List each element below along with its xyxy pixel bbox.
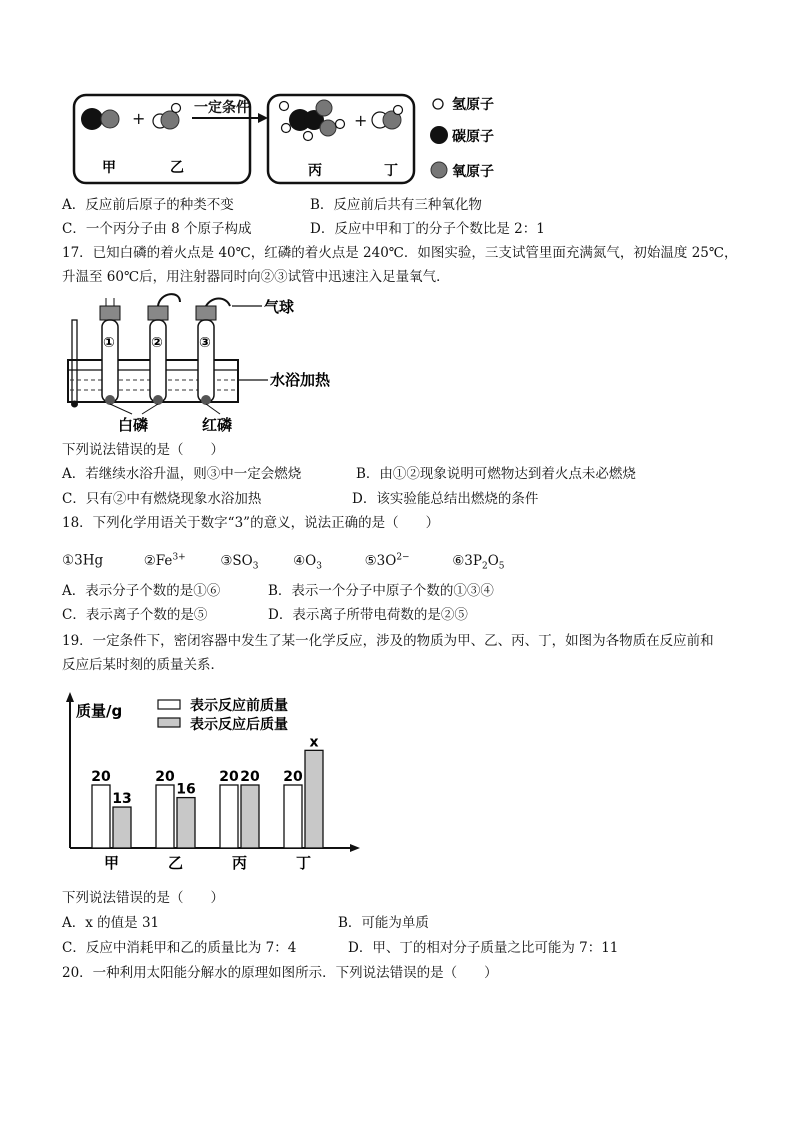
reaction-diagram [72, 92, 512, 190]
bar-label-after-1: 16 [176, 781, 196, 798]
q19-stem-line2: 反应后某时刻的质量关系． [62, 657, 224, 673]
bar-before-0 [92, 785, 110, 848]
legend-before: 表示反应前质量 [190, 698, 288, 714]
q18-option-b: B．表示一个分子中原子个数的①③④ [268, 583, 494, 599]
tube-3-label: ③ [199, 335, 211, 351]
q19-option-a: A．x 的值是 31 [62, 915, 160, 931]
q18-item-1: ①3Hg [62, 552, 104, 569]
y-axis-label: 质量/g [76, 702, 123, 720]
q17-question: 下列说法错误的是（ ） [62, 442, 224, 458]
legend-hydrogen: 氢原子 [452, 97, 494, 113]
q20-stem: 20．一种利用太阳能分解水的原理如图所示．下列说法错误的是（ ） [62, 965, 498, 981]
q18-item-3: $③SO_3$ [220, 552, 259, 572]
bar-label-before-1: 20 [155, 769, 175, 785]
mass-bar-chart [62, 692, 362, 878]
svg-text:+: + [354, 111, 368, 130]
q17-option-b: B．由①②现象说明可燃物达到着火点未必燃烧 [356, 466, 636, 482]
q16-option-d: D．反应中甲和丁的分子个数比是 2：1 [310, 221, 545, 237]
bar-label-after-3: x [309, 734, 319, 751]
legend-carbon-icon [430, 126, 448, 144]
bar-label-before-3: 20 [283, 769, 303, 785]
q18-option-d: D．表示离子所带电荷数的是②⑤ [268, 607, 468, 623]
condition-label: 一定条件 [194, 100, 250, 116]
red-phosphorus-label: 红磷 [202, 416, 233, 434]
category-label-3: 丁 [295, 854, 312, 872]
q18-item-2: $②Fe^{3+}$ [143, 552, 186, 569]
q19-option-b: B．可能为单质 [338, 915, 429, 931]
bar-after-1 [177, 798, 195, 848]
tube-1-label: ① [103, 335, 115, 351]
tube-2-label: ② [151, 335, 163, 351]
q17-stem-line1: 17．已知白磷的着火点是 40℃，红磷的着火点是 240℃．如图实验，三支试管里面充满氮气，初始温度 25℃， [62, 245, 738, 261]
bar-label-after-0: 13 [112, 791, 132, 808]
label-bing: 丙 [308, 163, 322, 179]
bar-after-2 [241, 785, 259, 848]
svg-text:+: + [132, 109, 146, 128]
category-label-1: 乙 [167, 854, 184, 872]
bar-before-3 [284, 785, 302, 848]
q18-item-5: $⑤3O^{2-}$ [364, 552, 410, 569]
bar-label-before-2: 20 [219, 769, 239, 785]
q17-option-d: D．该实验能总结出燃烧的条件 [352, 491, 539, 507]
q19-question: 下列说法错误的是（ ） [62, 890, 224, 906]
label-jia: 甲 [102, 160, 116, 176]
q18-item-4: $④O_3$ [293, 552, 322, 572]
label-yi: 乙 [170, 160, 184, 176]
legend-oxygen: 氧原子 [452, 164, 494, 180]
label-ding: 丁 [384, 163, 398, 179]
q16-option-b: B．反应前后共有三种氧化物 [310, 197, 482, 213]
q17-stem-line2: 升温至 60℃后，用注射器同时向②③试管中迅速注入足量氧气． [62, 269, 450, 285]
q16-option-a: A．反应前后原子的种类不变 [62, 197, 234, 213]
q18-option-a: A．表示分子个数的是①⑥ [62, 583, 221, 599]
q18-item-6: $⑥3P_2O_5$ [452, 552, 505, 572]
bath-label: 水浴加热 [270, 371, 331, 389]
q19-option-c: C．反应中消耗甲和乙的质量比为 7：4 [62, 940, 297, 956]
q16-option-c: C．一个丙分子由 8 个原子构成 [62, 221, 252, 237]
legend-after: 表示反应后质量 [190, 717, 288, 733]
bar-label-after-2: 20 [240, 769, 260, 785]
category-label-2: 丙 [231, 854, 248, 872]
legend-hydrogen-icon [433, 99, 443, 109]
q17-option-c: C．只有②中有燃烧现象水浴加热 [62, 491, 262, 507]
combustion-experiment-diagram [62, 292, 331, 434]
legend-after-swatch [158, 718, 180, 727]
q17-option-a: A．若继续水浴升温，则③中一定会燃烧 [62, 466, 302, 482]
legend-carbon: 碳原子 [452, 129, 494, 145]
q18-items [62, 548, 505, 575]
bar-before-2 [220, 785, 238, 848]
category-label-0: 甲 [103, 854, 120, 872]
legend-oxygen-icon [431, 162, 447, 178]
balloon-label: 气球 [264, 298, 295, 316]
bar-before-1 [156, 785, 174, 848]
q19-option-d: D．甲、丁的相对分子质量之比可能为 7：11 [348, 940, 619, 956]
bar-after-3 [305, 750, 323, 848]
q18-option-c: C．表示离子个数的是⑤ [62, 607, 208, 623]
legend-before-swatch [158, 700, 180, 709]
q19-stem-line1: 19．一定条件下，密闭容器中发生了某一化学反应，涉及的物质为甲、乙、丙、丁，如图为各物质在反应前和 [62, 633, 714, 649]
bar-label-before-0: 20 [91, 769, 111, 785]
white-phosphorus-label: 白磷 [118, 416, 149, 434]
q18-stem: 18．下列化学用语关于数字“3”的意义，说法正确的是（ ） [62, 515, 440, 531]
bar-after-0 [113, 807, 131, 848]
